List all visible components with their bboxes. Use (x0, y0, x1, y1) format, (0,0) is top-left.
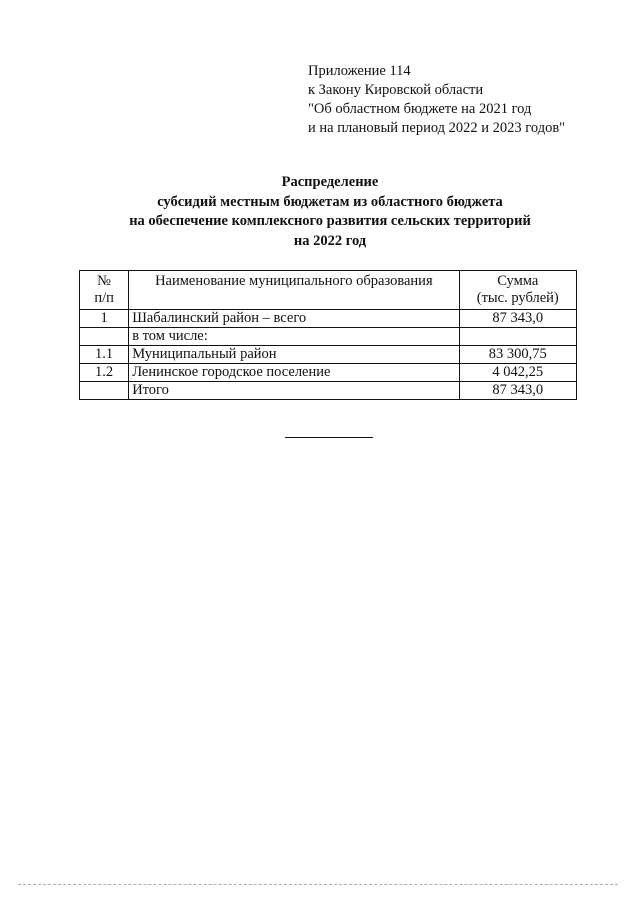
table-row (80, 310, 577, 328)
header-sum-line2: (тыс. рублей) (476, 290, 559, 306)
row-name: Шабалинский район – всего (129, 310, 459, 328)
allocation-table (79, 270, 577, 400)
scan-artifact-line (18, 884, 618, 885)
appendix-line: к Закону Кировской области (308, 82, 484, 98)
title-line: на 2022 год (293, 232, 367, 249)
row-sum: 87 343,0 (459, 382, 576, 400)
header-number-line2: п/п (94, 290, 114, 306)
row-name: Муниципальный район (129, 346, 459, 364)
document-title (0, 173, 640, 251)
row-name: в том числе: (129, 328, 459, 346)
header-sum-line1: Сумма (497, 273, 539, 289)
appendix-line: и на плановый период 2022 и 2023 годов" (308, 120, 566, 136)
appendix-line: "Об областном бюджете на 2021 год (308, 101, 532, 117)
row-number: 1.1 (80, 346, 129, 364)
row-sum (459, 328, 576, 346)
row-sum: 4 042,25 (459, 364, 576, 382)
title-line: Распределение (281, 174, 379, 190)
table-row (80, 328, 577, 346)
row-sum: 87 343,0 (459, 310, 576, 328)
row-name: Итого (129, 382, 459, 400)
row-number (80, 382, 129, 400)
header-number (80, 271, 129, 310)
appendix-reference (308, 62, 565, 138)
table-row-total (80, 382, 577, 400)
header-sum (459, 271, 576, 310)
table-row (80, 346, 577, 364)
row-number: 1.2 (80, 364, 129, 382)
row-sum: 83 300,75 (459, 346, 576, 364)
appendix-line: Приложение 114 (308, 63, 411, 79)
header-name: Наименование муниципального образования (129, 271, 459, 310)
row-number: 1 (80, 310, 129, 328)
end-divider (285, 437, 373, 438)
row-name: Ленинское городское поселение (129, 364, 459, 382)
table-header-row (80, 271, 577, 310)
row-number (80, 328, 129, 346)
header-number-line1: № (97, 273, 112, 289)
title-line: на обеспечение комплексного развития сельских территорий (129, 213, 531, 229)
title-line: субсидий местным бюджетам из областного бюджета (157, 193, 503, 210)
table-row (80, 364, 577, 382)
